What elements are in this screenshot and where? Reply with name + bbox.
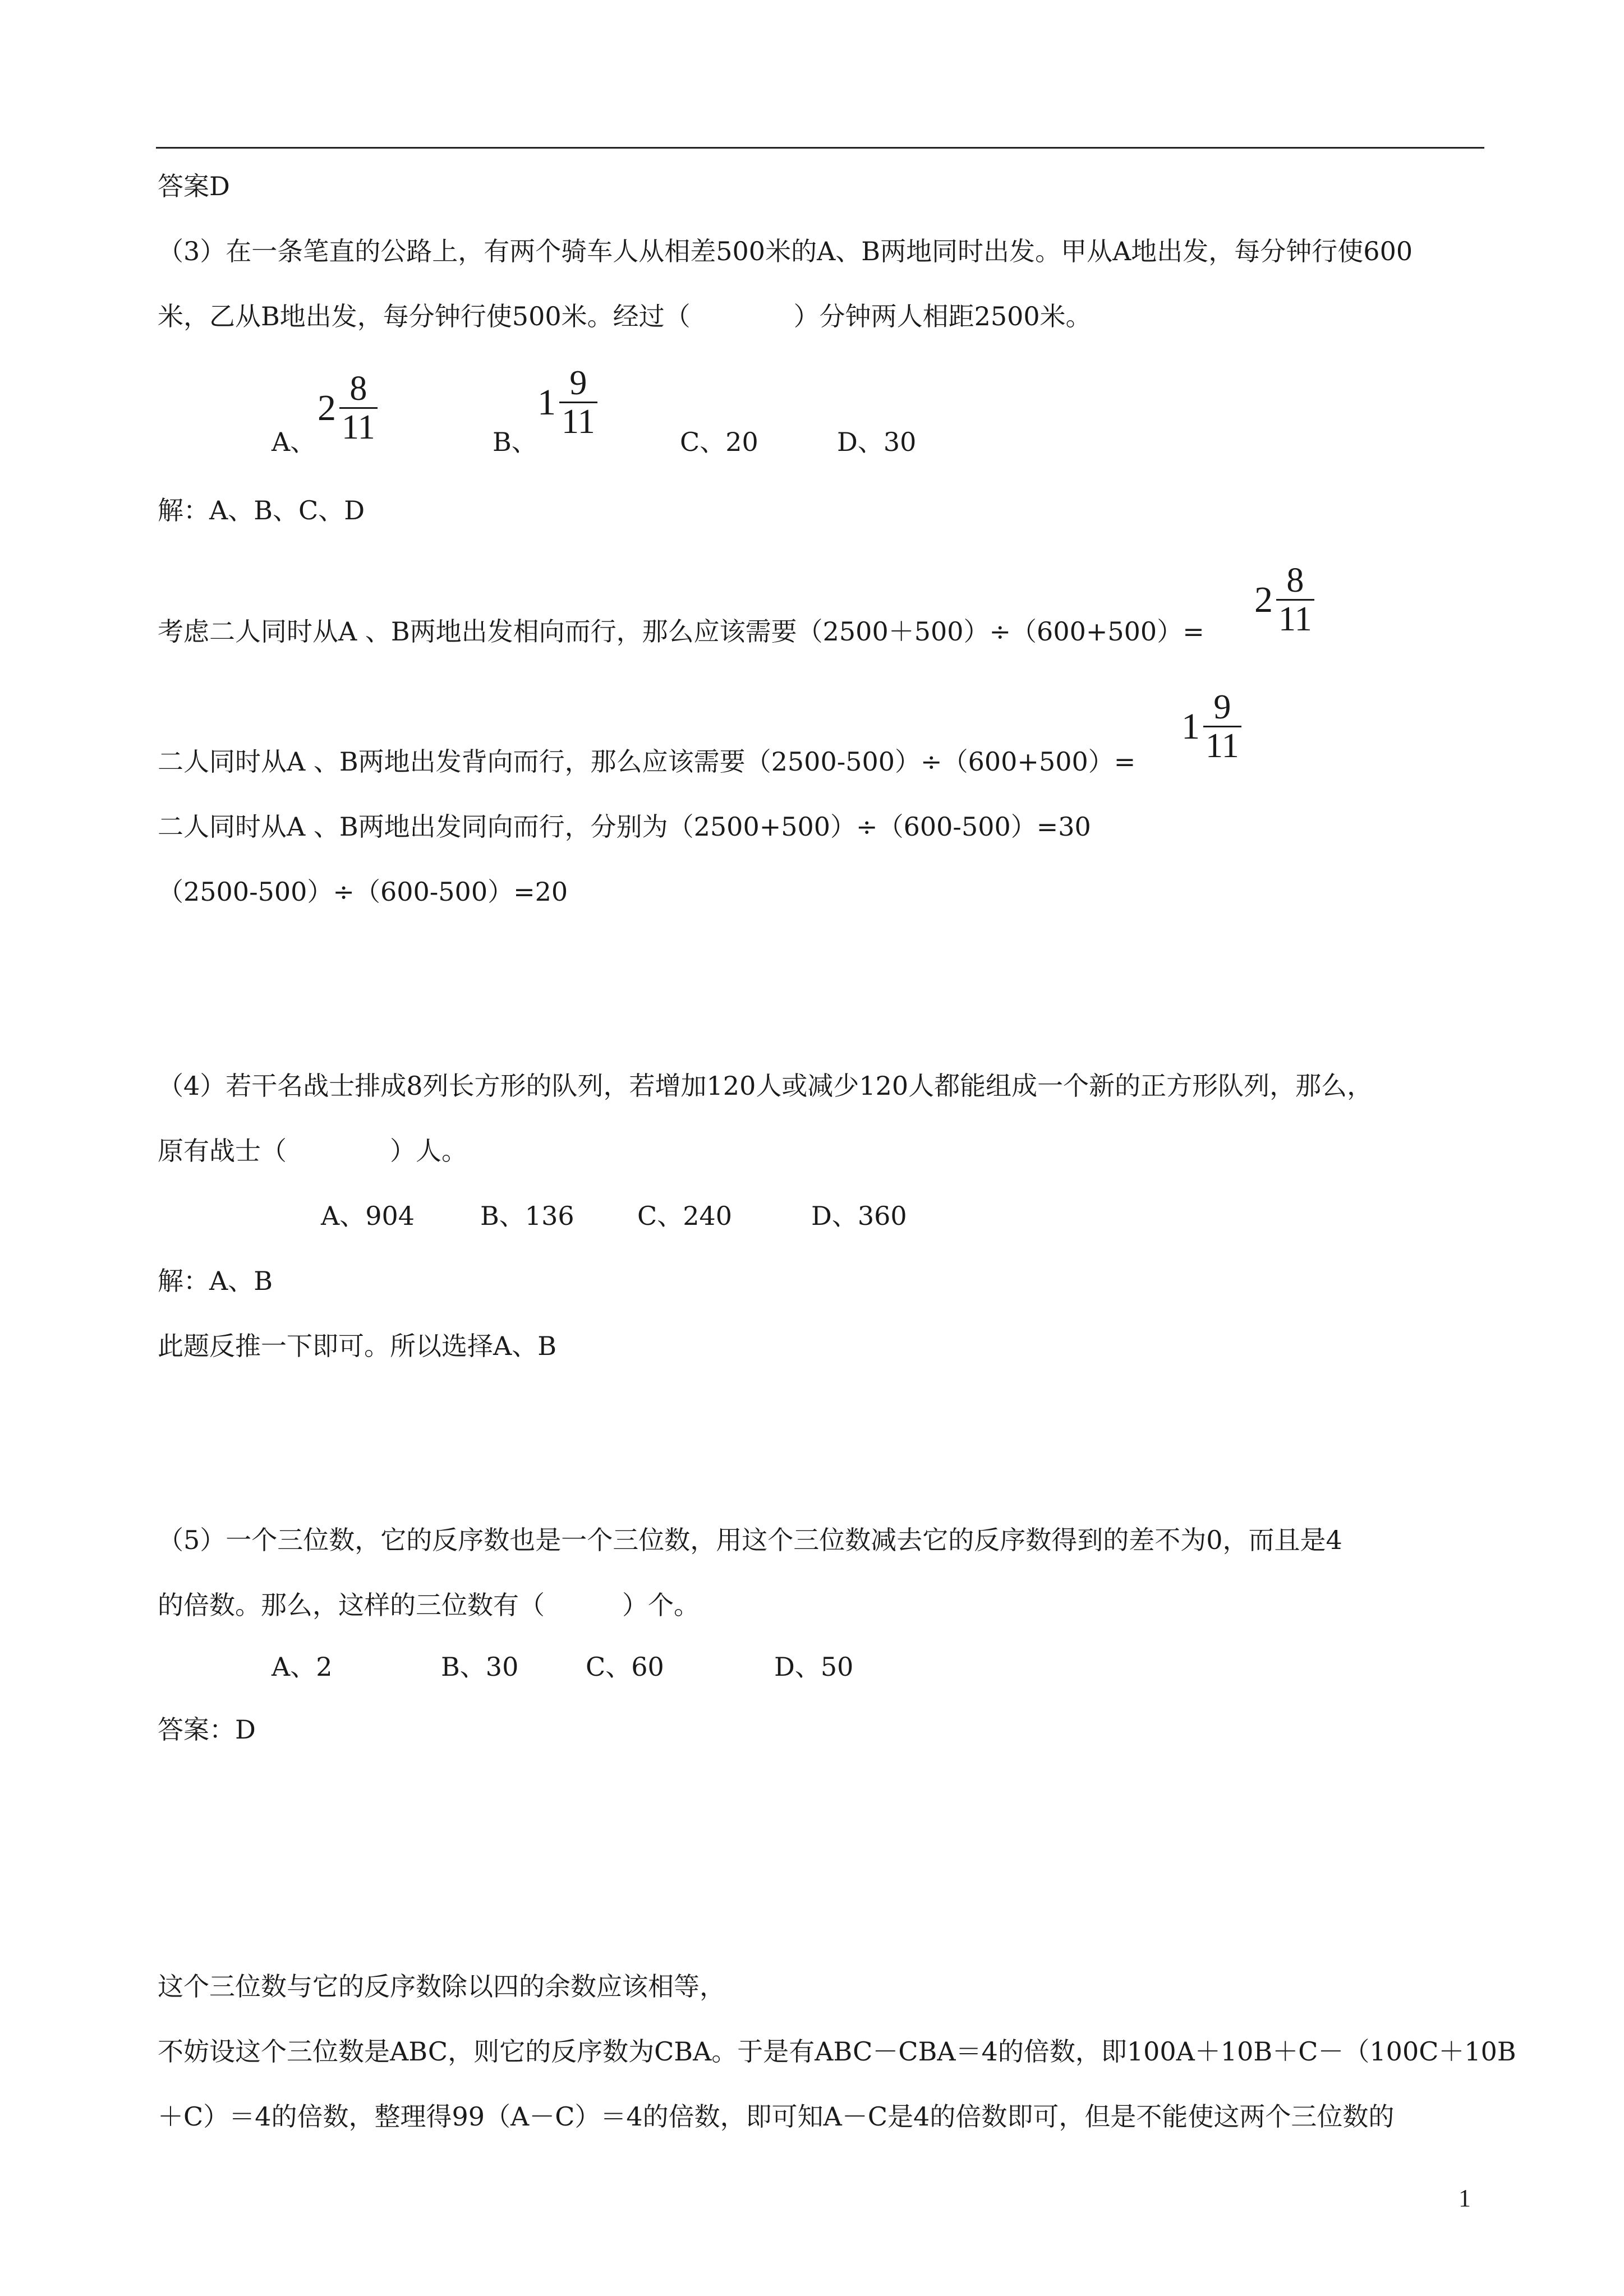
q4-text-line-2: 原有战士（ ）人。 — [158, 1136, 467, 1166]
q3-option-b-fraction — [537, 365, 597, 440]
page-number: 1 — [1459, 2184, 1471, 2212]
q3-solution-case-4: （2500-500）÷（600-500）=20 — [158, 877, 568, 907]
q4-option-b: B、136 — [480, 1201, 574, 1231]
q5-answer: 答案：D — [158, 1714, 256, 1745]
fraction-denominator: 11 — [562, 403, 595, 441]
fraction-denominator: 11 — [342, 408, 375, 446]
q3-option-b-label: B、 — [493, 427, 537, 457]
fraction-denominator: 11 — [1206, 727, 1239, 765]
q3-text-line-1: （3）在一条笔直的公路上，有两个骑车人从相差500米的A、B两地同时出发。甲从A地出发，每分钟行使600 — [158, 236, 1413, 266]
fraction-whole: 2 — [1254, 579, 1273, 620]
fraction-numerator: 8 — [1286, 561, 1304, 600]
q4-solution-label: 解：A、B — [158, 1266, 273, 1296]
q5-explanation-line-2: 不妨设这个三位数是ABC，则它的反序数为CBA。于是有ABC－CBA＝4的倍数，即100A＋10B＋C－（100C＋10B — [158, 2036, 1516, 2067]
q3-option-c: C、20 — [680, 427, 758, 457]
q4-text-line-1: （4）若干名战士排成8列长方形的队列，若增加120人或减少120人都能组成一个新的正方形队列，那么， — [158, 1071, 1373, 1101]
q5-option-d: D、50 — [774, 1652, 854, 1682]
q3-option-a-label: A、 — [272, 427, 316, 457]
q3-solution-case-3: 二人同时从A 、B两地出发同向而行，分别为（2500+500）÷（600-500）=30 — [158, 812, 1091, 842]
q5-explanation-line-3: ＋C）＝4的倍数，整理得99（A－C）＝4的倍数，即可知A－C是4的倍数即可，但是不能使这两个三位数的 — [158, 2101, 1395, 2132]
q5-explanation-line-1: 这个三位数与它的反序数除以四的余数应该相等， — [158, 1971, 725, 2002]
q3-solution-case-2-result — [1181, 689, 1241, 764]
q3-solution-label: 解：A、B、C、D — [158, 495, 365, 525]
fraction-denominator: 11 — [1278, 600, 1312, 638]
q3-solution-case-1: 考虑二人同时从A 、B两地出发相向而行，那么应该需要（2500＋500）÷（600+500）= — [158, 616, 1204, 647]
fraction-numerator: 9 — [1213, 688, 1231, 726]
q3-text-line-2: 米，乙从B地出发，每分钟行使500米。经过（ ）分钟两人相距2500米。 — [158, 301, 1092, 331]
previous-answer: 答案D — [158, 171, 230, 201]
q4-option-d: D、360 — [811, 1201, 907, 1231]
q5-text-line-2: 的倍数。那么，这样的三位数有（ ）个。 — [158, 1590, 700, 1620]
q5-option-a: A、2 — [272, 1652, 333, 1682]
fraction-whole: 1 — [537, 381, 556, 423]
q3-solution-case-2: 二人同时从A 、B两地出发背向而行，那么应该需要（2500-500）÷（600+500）= — [158, 746, 1136, 777]
q3-option-a-fraction — [318, 370, 378, 446]
q3-solution-case-1-result — [1254, 562, 1314, 638]
q3-option-d: D、30 — [837, 427, 917, 457]
q5-option-b: B、30 — [441, 1652, 519, 1682]
fraction-whole: 1 — [1181, 706, 1200, 747]
q4-option-c: C、240 — [637, 1201, 732, 1231]
q5-option-c: C、60 — [586, 1652, 664, 1682]
header-rule — [156, 147, 1484, 149]
fraction-numerator: 8 — [349, 370, 367, 408]
fraction-whole: 2 — [318, 387, 336, 428]
q4-option-a: A、904 — [321, 1201, 415, 1231]
q4-solution-text: 此题反推一下即可。所以选择A、B — [158, 1331, 557, 1361]
fraction-numerator: 9 — [569, 364, 587, 402]
q5-text-line-1: （5）一个三位数，它的反序数也是一个三位数，用这个三位数减去它的反序数得到的差不为0，而且是4 — [158, 1525, 1342, 1555]
